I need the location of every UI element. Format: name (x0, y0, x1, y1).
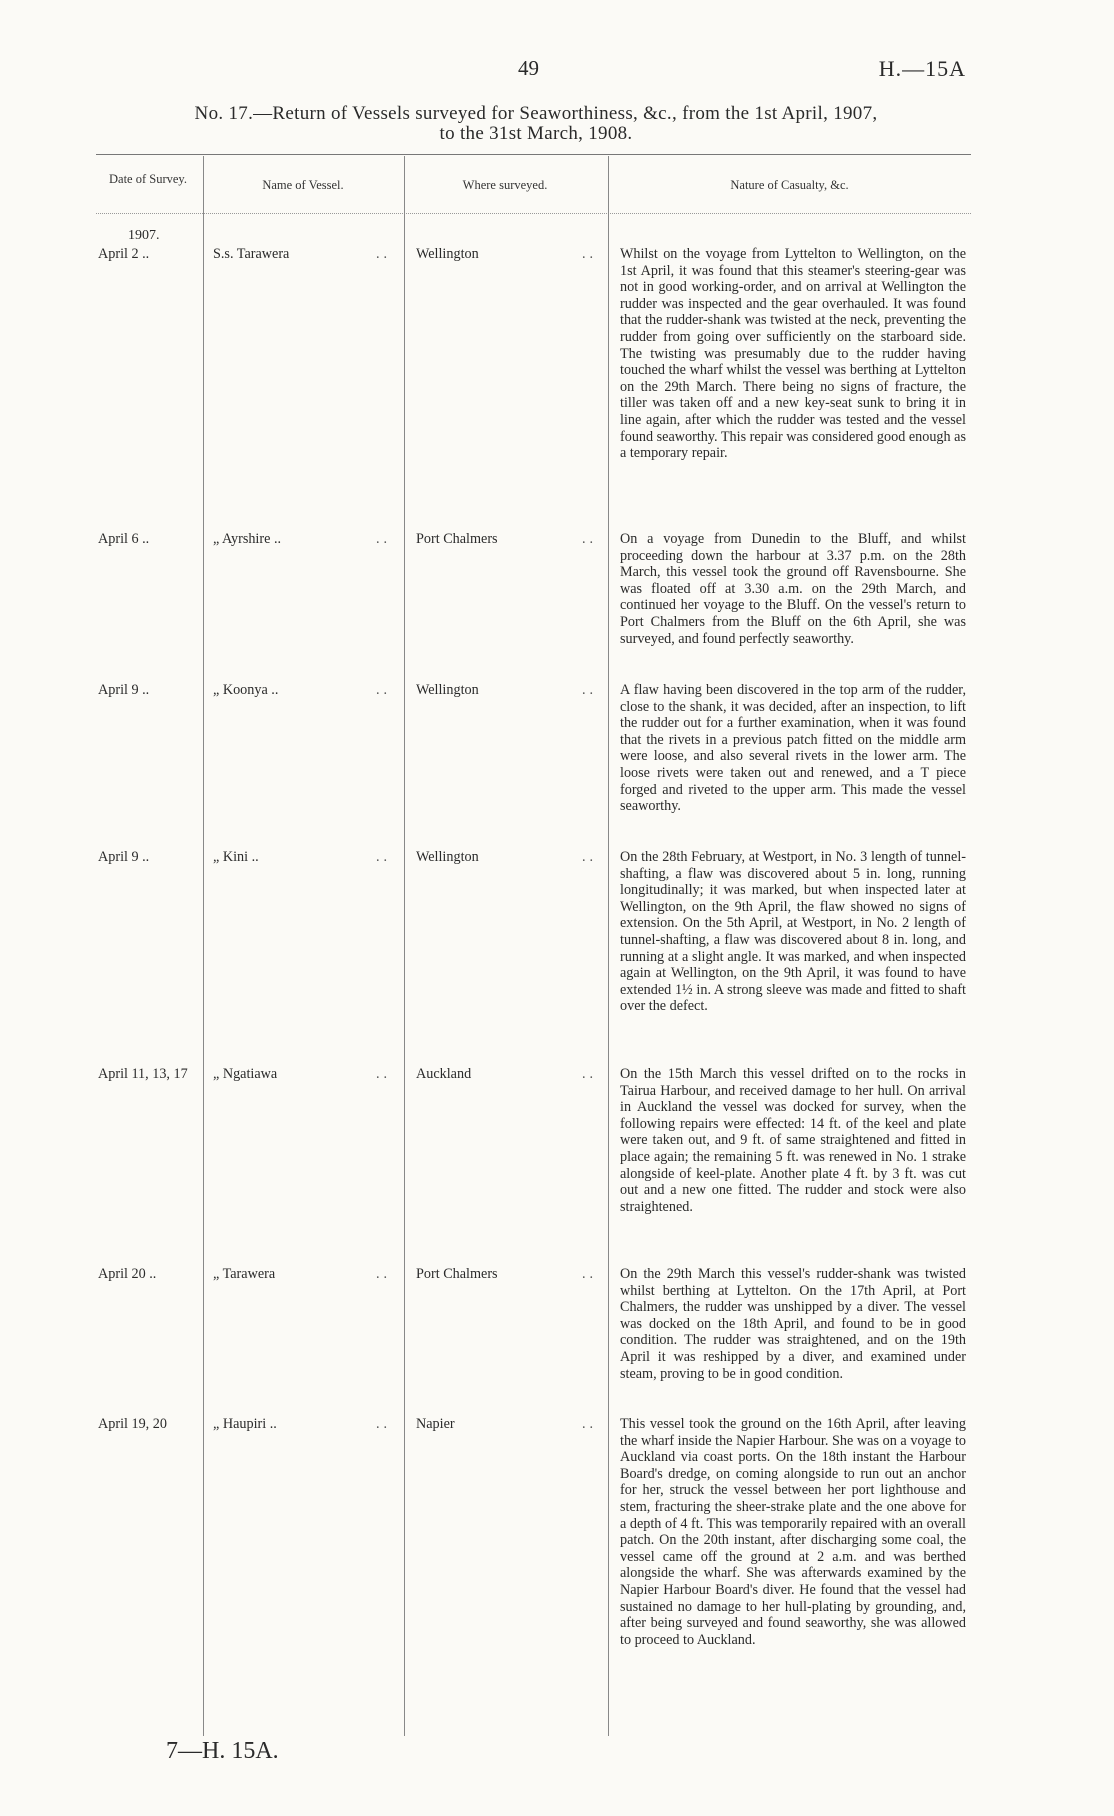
dot-leader: .. (582, 531, 598, 547)
dot-leader: .. (376, 1266, 392, 1282)
vessel-name: „ Haupiri .. (213, 1416, 277, 1432)
dot-leader: .. (376, 531, 392, 547)
vessel-name: „ Tarawera (213, 1266, 276, 1282)
footer-code: 7—H. 15A. (166, 1738, 279, 1764)
series-code: H.—15A (878, 56, 966, 81)
dot-leader: .. (376, 849, 392, 865)
survey-date: April 19, 20 (98, 1416, 167, 1432)
casualty-description: On the 15th March this vessel drifted on to the rocks in Tairua Harbour, and received damage to her hull. On arrival in Auckland the vessel was docked for survey, when the following repairs were effected: 14 ft. of the keel and plate were taken out, and 9 ft. of same straightened and fitted in place again; the remaining 5 ft. was renewed in No. 1 strake alongside of keel-plate. Another plate 4 ft. by 3 ft. was cut out and a new one fitted. The rudder and stock were also straightened. (620, 1066, 966, 1215)
dot-leader: .. (582, 1066, 598, 1082)
survey-location: Port Chalmers (416, 531, 498, 547)
dot-leader: .. (376, 1416, 392, 1432)
dot-leader: .. (582, 849, 598, 865)
survey-location: Wellington (416, 849, 479, 865)
column-divider-where (608, 156, 609, 1736)
survey-date: April 11, 13, 17 (98, 1066, 188, 1082)
dot-leader: .. (582, 682, 598, 698)
dot-leader: .. (376, 682, 392, 698)
vessel-name: „ Ngatiawa (213, 1066, 278, 1082)
casualty-description: On the 28th February, at Westport, in No. 3 length of tunnel-shafting, a flaw was discovered about 5 in. long, running longitudinally; it was marked, but when inspected later at Wellington, on the 9th April, the flaw showed no signs of extension. On the 5th April, at Westport, in No. 2 length of tunnel-shafting, a flaw was discovered about 8 in. long, and running at a slight angle. It was marked, and when inspected again at Wellington, on the 9th April, it was found to have extended 1½ in. A strong sleeve was made and fitted to shaft over the defect. (620, 849, 966, 1015)
column-divider-vessel (404, 156, 405, 1736)
casualty-description: On the 29th March this vessel's rudder-shank was twisted whilst berthing at Lyttelton. On the 17th April, at Port Chalmers, the rudder was unshipped by a diver. The vessel was docked on the 18th April, and found to be in good condition. The rudder was straightened, and on the 19th April it was reshipped by a diver, and examined under steam, proving to be in good condition. (620, 1266, 966, 1382)
dot-leader: .. (376, 1066, 392, 1082)
casualty-description: A flaw having been discovered in the top arm of the rudder, close to the shank, it was decided, after an inspection, to lift the rudder out for a further examination, when it was found that the rivets in a previous patch fitted on the middle arm were loose, and also several rivets in the lower arm. The loose rivets were taken out and renewed, and a T piece forged and riveted to the upper arm. This made the vessel seaworthy. (620, 682, 966, 815)
page-title (96, 104, 976, 144)
casualty-description: Whilst on the voyage from Lyttelton to Wellington, on the 1st April, it was found that this steamer's steering-gear was not in good working-order, and on arrival at Wellington the rudder was inspected and the gear overhauled. It was found that the rudder-shank was twisted at the neck, preventing the rudder from going over sufficiently on the starboard side. The twisting was presumably due to the rudder having touched the wharf whilst the vessel was berthing at Lyttelton on the 29th March. There being no signs of fracture, the tiller was taken off and a new key-seat sunk to bring it in line again, after which the rudder was tested and the vessel found seaworthy. This repair was considered good enough as a temporary repair. (620, 246, 966, 462)
survey-location: Wellington (416, 682, 479, 698)
casualty-description: On a voyage from Dunedin to the Bluff, and whilst proceeding down the harbour at 3.37 p.m. on the 28th March, this vessel took the ground off Ravensbourne. She was floated off at 3.30 a.m. on the 29th March, and continued her voyage to the Bluff. On the vessel's return to Port Chalmers from the Bluff on the 6th April, she was surveyed, and found perfectly seaworthy. (620, 531, 966, 647)
header-vessel: Name of Vessel. (262, 178, 344, 192)
dot-leader: .. (582, 246, 598, 262)
survey-date: April 9 .. (98, 849, 150, 865)
survey-date: April 6 .. (98, 531, 150, 547)
header-date: Date of Survey. (109, 172, 187, 186)
dot-leader: .. (582, 1266, 598, 1282)
dot-leader: .. (376, 246, 392, 262)
survey-location: Auckland (416, 1066, 472, 1082)
header-bottom-rule (96, 213, 971, 214)
casualty-description: This vessel took the ground on the 16th April, after leaving the wharf inside the Napier Harbour. She was on a voyage to Auckland via coast ports. On the 18th instant the Harbour Board's dredge, on coming alongside to run out an anchor for her, struck the vessel between her port lighthouse and stem, fracturing the sheer-strake plate and the one above for a depth of 4 ft. This was temporarily repaired with an overall patch. On the 20th instant, after discharging some coal, the vessel came off the ground at 2 a.m. and was berthed alongside the wharf. She was afterwards examined by the Napier Harbour Board's diver. He found that the vessel had sustained no damage to her hull-plating by grounding, and, after being surveyed and found seaworthy, she was allowed to proceed to Auckland. (620, 1416, 966, 1648)
page-number: 49 (518, 56, 539, 80)
title-line-2: to the 31st March, 1908. (439, 123, 633, 144)
survey-date: April 20 .. (98, 1266, 157, 1282)
vessel-name: „ Kini .. (213, 849, 259, 865)
header-top-rule (96, 154, 971, 155)
survey-date: April 9 .. (98, 682, 150, 698)
survey-location: Port Chalmers (416, 1266, 498, 1282)
survey-location: Wellington (416, 246, 479, 262)
year-label: 1907. (128, 228, 160, 243)
vessel-name: „ Koonya .. (213, 682, 279, 698)
title-line-1: No. 17.—Return of Vessels surveyed for Seaworthiness, &c., from the 1st April, 1907, (194, 103, 878, 124)
dot-leader: .. (582, 1416, 598, 1432)
header-nature: Nature of Casualty, &c. (730, 178, 849, 192)
vessel-name: S.s. Tarawera (213, 246, 290, 262)
column-divider-date (203, 156, 204, 1736)
survey-date: April 2 .. (98, 246, 150, 262)
vessel-name: „ Ayrshire .. (213, 531, 282, 547)
header-where: Where surveyed. (462, 178, 548, 192)
survey-location: Napier (416, 1416, 455, 1432)
